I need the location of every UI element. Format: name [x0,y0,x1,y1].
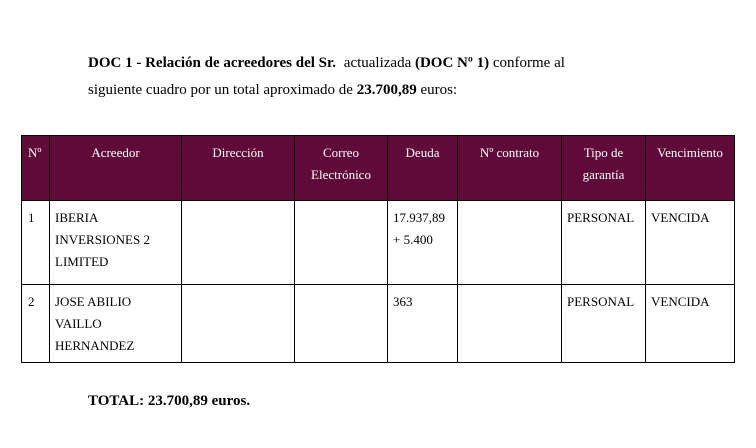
debt-line: + 5.400 [393,232,433,247]
cell-guarantee: PERSONAL [562,285,646,363]
creditor-line: INVERSIONES 2 [55,232,150,247]
header-num: Nº [22,136,50,201]
intro-currency: euros: [420,82,458,98]
cell-email [295,285,388,363]
header-contract: Nº contrato [458,136,562,201]
header-email-line-1: Correo [322,145,360,160]
cell-address [182,201,295,285]
header-creditor: Acreedor [50,136,182,201]
cell-debt [388,285,458,363]
cell-num: 1 [22,201,50,285]
creditor-line: JOSE ABILIO [55,294,132,309]
cell-debt [388,201,458,285]
intro-line-1 [88,50,728,77]
header-address: Dirección [182,136,295,201]
creditors-table [21,135,735,363]
cell-guarantee: PERSONAL [562,201,646,285]
creditor-line: HERNANDEZ [55,338,135,353]
header-guarantee [562,136,646,201]
cell-due: VENCIDA [646,285,735,363]
debt-line: 363 [393,294,413,309]
cell-due: VENCIDA [646,201,735,285]
creditor-line: IBERIA [55,210,99,225]
intro-total-amount: 23.700,89 [356,82,417,98]
header-email-line-2: Electrónico [311,167,371,182]
doc-title: DOC 1 - Relación de acreedores del Sr. [88,55,337,71]
creditor-line: LIMITED [55,254,109,269]
cell-creditor [50,285,182,363]
cell-contract [458,285,562,363]
intro-line-2 [88,77,728,104]
intro-updated: actualizada [343,55,412,71]
cell-address [182,285,295,363]
cell-num: 2 [22,285,50,363]
header-guarantee-line-2: garantía [582,167,625,182]
debt-line: 17.937,89 [393,210,445,225]
cell-email [295,201,388,285]
intro-paragraph [88,50,728,104]
header-guarantee-line-1: Tipo de [583,145,624,160]
creditor-line: VAILLO [55,316,102,331]
doc-reference: (DOC Nº 1) [414,55,490,71]
cell-contract [458,201,562,285]
total-line: TOTAL: 23.700,89 euros. [88,393,251,409]
intro-conforme: conforme al [492,55,565,71]
header-due: Vencimiento [646,136,735,201]
header-email [295,136,388,201]
header-debt: Deuda [388,136,458,201]
table-row [22,285,735,363]
table-row [22,201,735,285]
cell-creditor [50,201,182,285]
intro-summary: siguiente cuadro por un total aproximado de [88,82,353,98]
table-header-row [22,136,735,201]
